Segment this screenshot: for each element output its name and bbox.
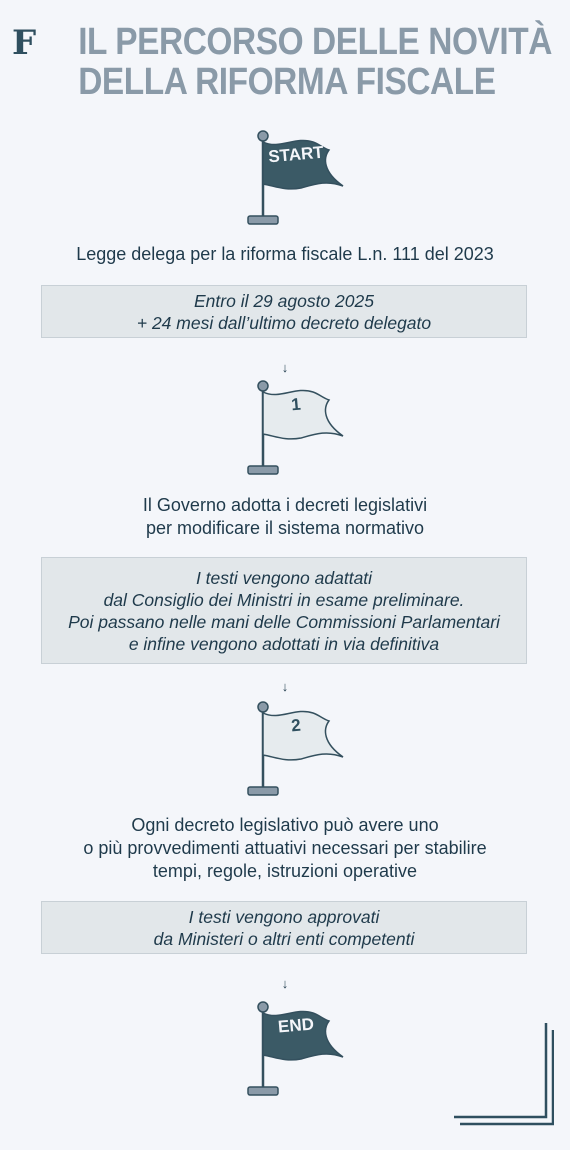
flag-label-2: 2	[290, 715, 302, 736]
note-line: I testi vengono adattati	[195, 567, 373, 588]
arrow-down-icon: ↓	[281, 360, 289, 375]
flag-label-1: 1	[290, 394, 302, 415]
note-line: Entro il 29 agosto 2025	[194, 290, 374, 311]
step-2-note	[41, 901, 527, 954]
step-1-note	[41, 557, 527, 664]
description-line: tempi, regole, istruzioni operative	[152, 861, 418, 881]
flag-label-end: END	[277, 1014, 315, 1037]
title-line-2: DELLA RIFORMA FISCALE	[78, 61, 496, 103]
step-2-flag-icon	[235, 699, 345, 799]
description-line: o più provvedimenti attuativi necessari per stabilire	[83, 838, 487, 858]
arrow-down-icon: ↓	[281, 976, 289, 991]
step-1-flag-icon	[235, 378, 345, 478]
step-start-description	[0, 243, 570, 266]
description-line: per modificare il sistema normativo	[145, 518, 425, 538]
step-start-note	[41, 285, 527, 338]
start-flag-icon	[235, 128, 345, 228]
corner-decoration	[454, 1021, 554, 1126]
arrow-down-icon: ↓	[281, 679, 289, 694]
step-2-description	[0, 814, 570, 883]
note-line: e infine vengono adottati in via definitiva	[128, 633, 440, 654]
note-line: I testi vengono approvati	[188, 906, 380, 927]
description-line: Il Governo adotta i decreti legislativi	[142, 495, 428, 515]
note-line: Poi passano nelle mani delle Commissioni Parlamentari	[68, 611, 500, 632]
end-flag-icon	[235, 999, 345, 1099]
description-line: Legge delega per la riforma fiscale L.n. 111 del 2023	[76, 244, 494, 264]
title-line-1: IL PERCORSO DELLE NOVITÀ	[78, 21, 552, 63]
note-line: + 24 mesi dall’ultimo decreto delegato	[136, 312, 432, 333]
note-line: dal Consiglio dei Ministri in esame preliminare.	[103, 589, 465, 610]
description-line: Ogni decreto legislativo può avere uno	[131, 815, 439, 835]
page-title	[78, 21, 552, 103]
logo: F	[12, 23, 37, 63]
flag-label-start: START	[267, 142, 325, 167]
note-line: da Ministeri o altri enti competenti	[153, 928, 415, 949]
step-1-description	[0, 494, 570, 540]
